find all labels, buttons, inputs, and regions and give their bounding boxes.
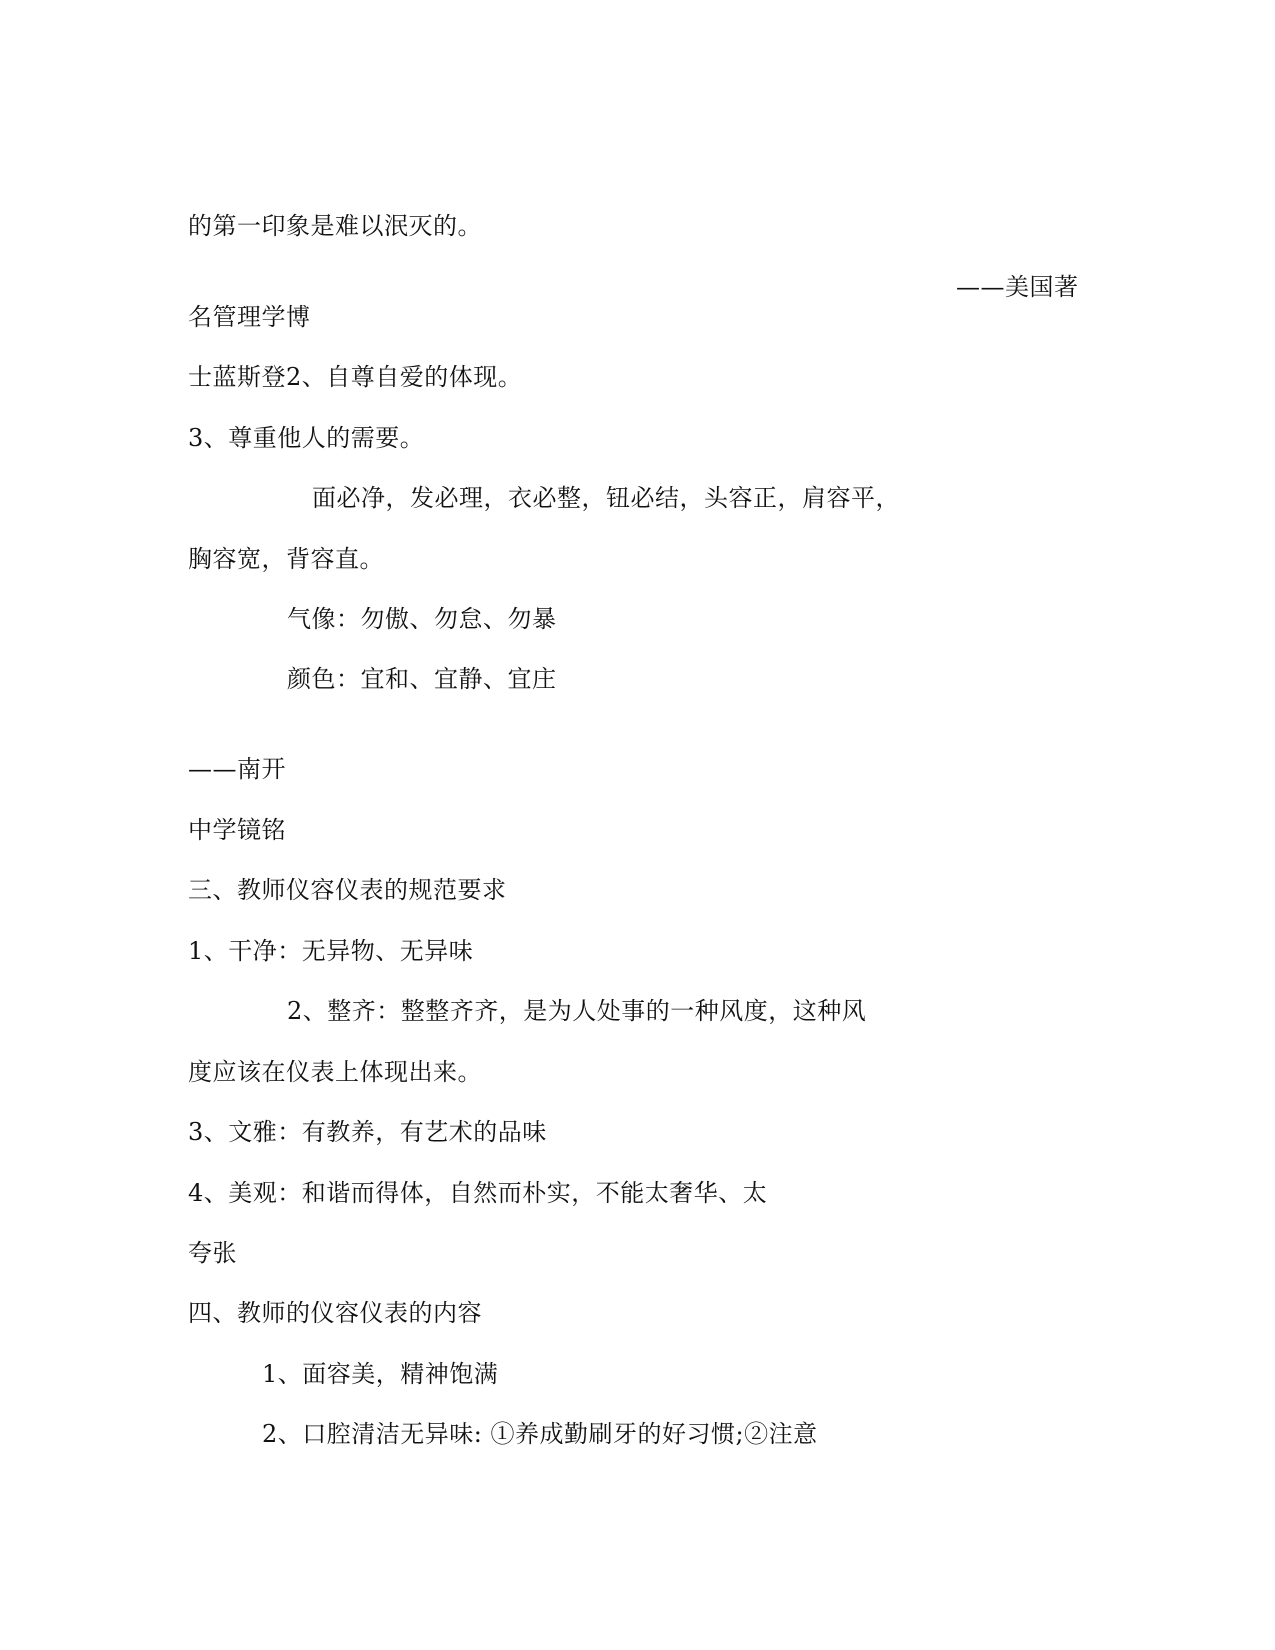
text-line: 气像：勿傲、勿怠、勿暴 [287, 605, 557, 633]
text-line: 的第一印象是难以泯灭的。 [188, 212, 482, 240]
list-item: 2、整齐：整整齐齐，是为人处事的一种风度，这种风 [287, 997, 867, 1025]
attribution-line: ——美国著 [956, 273, 1079, 301]
text-line: 3、尊重他人的需要。 [188, 424, 425, 452]
text-line: 度应该在仪表上体现出来。 [188, 1058, 482, 1086]
section-heading: 三、教师仪容仪表的规范要求 [188, 876, 507, 904]
list-item: 4、美观：和谐而得体，自然而朴实，不能太奢华、太 [188, 1179, 768, 1207]
list-item: 3、文雅：有教养，有艺术的品味 [188, 1118, 547, 1146]
text-line: 中学镜铭 [188, 816, 286, 844]
text-line: 颜色：宜和、宜静、宜庄 [287, 665, 557, 693]
list-item: 1、干净：无异物、无异味 [188, 937, 474, 965]
attribution-line: ——南开 [188, 755, 286, 783]
list-item: 1、面容美，精神饱满 [262, 1360, 499, 1388]
text-line: 面必净，发必理，衣必整，钮必结，头容正，肩容平， [312, 484, 900, 512]
text-line: 夸张 [188, 1239, 237, 1267]
list-item: 2、口腔清洁无异味: ①养成勤刷牙的好习惯;②注意 [262, 1420, 818, 1448]
section-heading: 四、教师的仪容仪表的内容 [188, 1299, 482, 1327]
text-line: 胸容宽，背容直。 [188, 545, 384, 573]
text-line: 名管理学博 [188, 303, 311, 331]
text-line: 士蓝斯登2、自尊自爱的体现。 [188, 363, 523, 391]
